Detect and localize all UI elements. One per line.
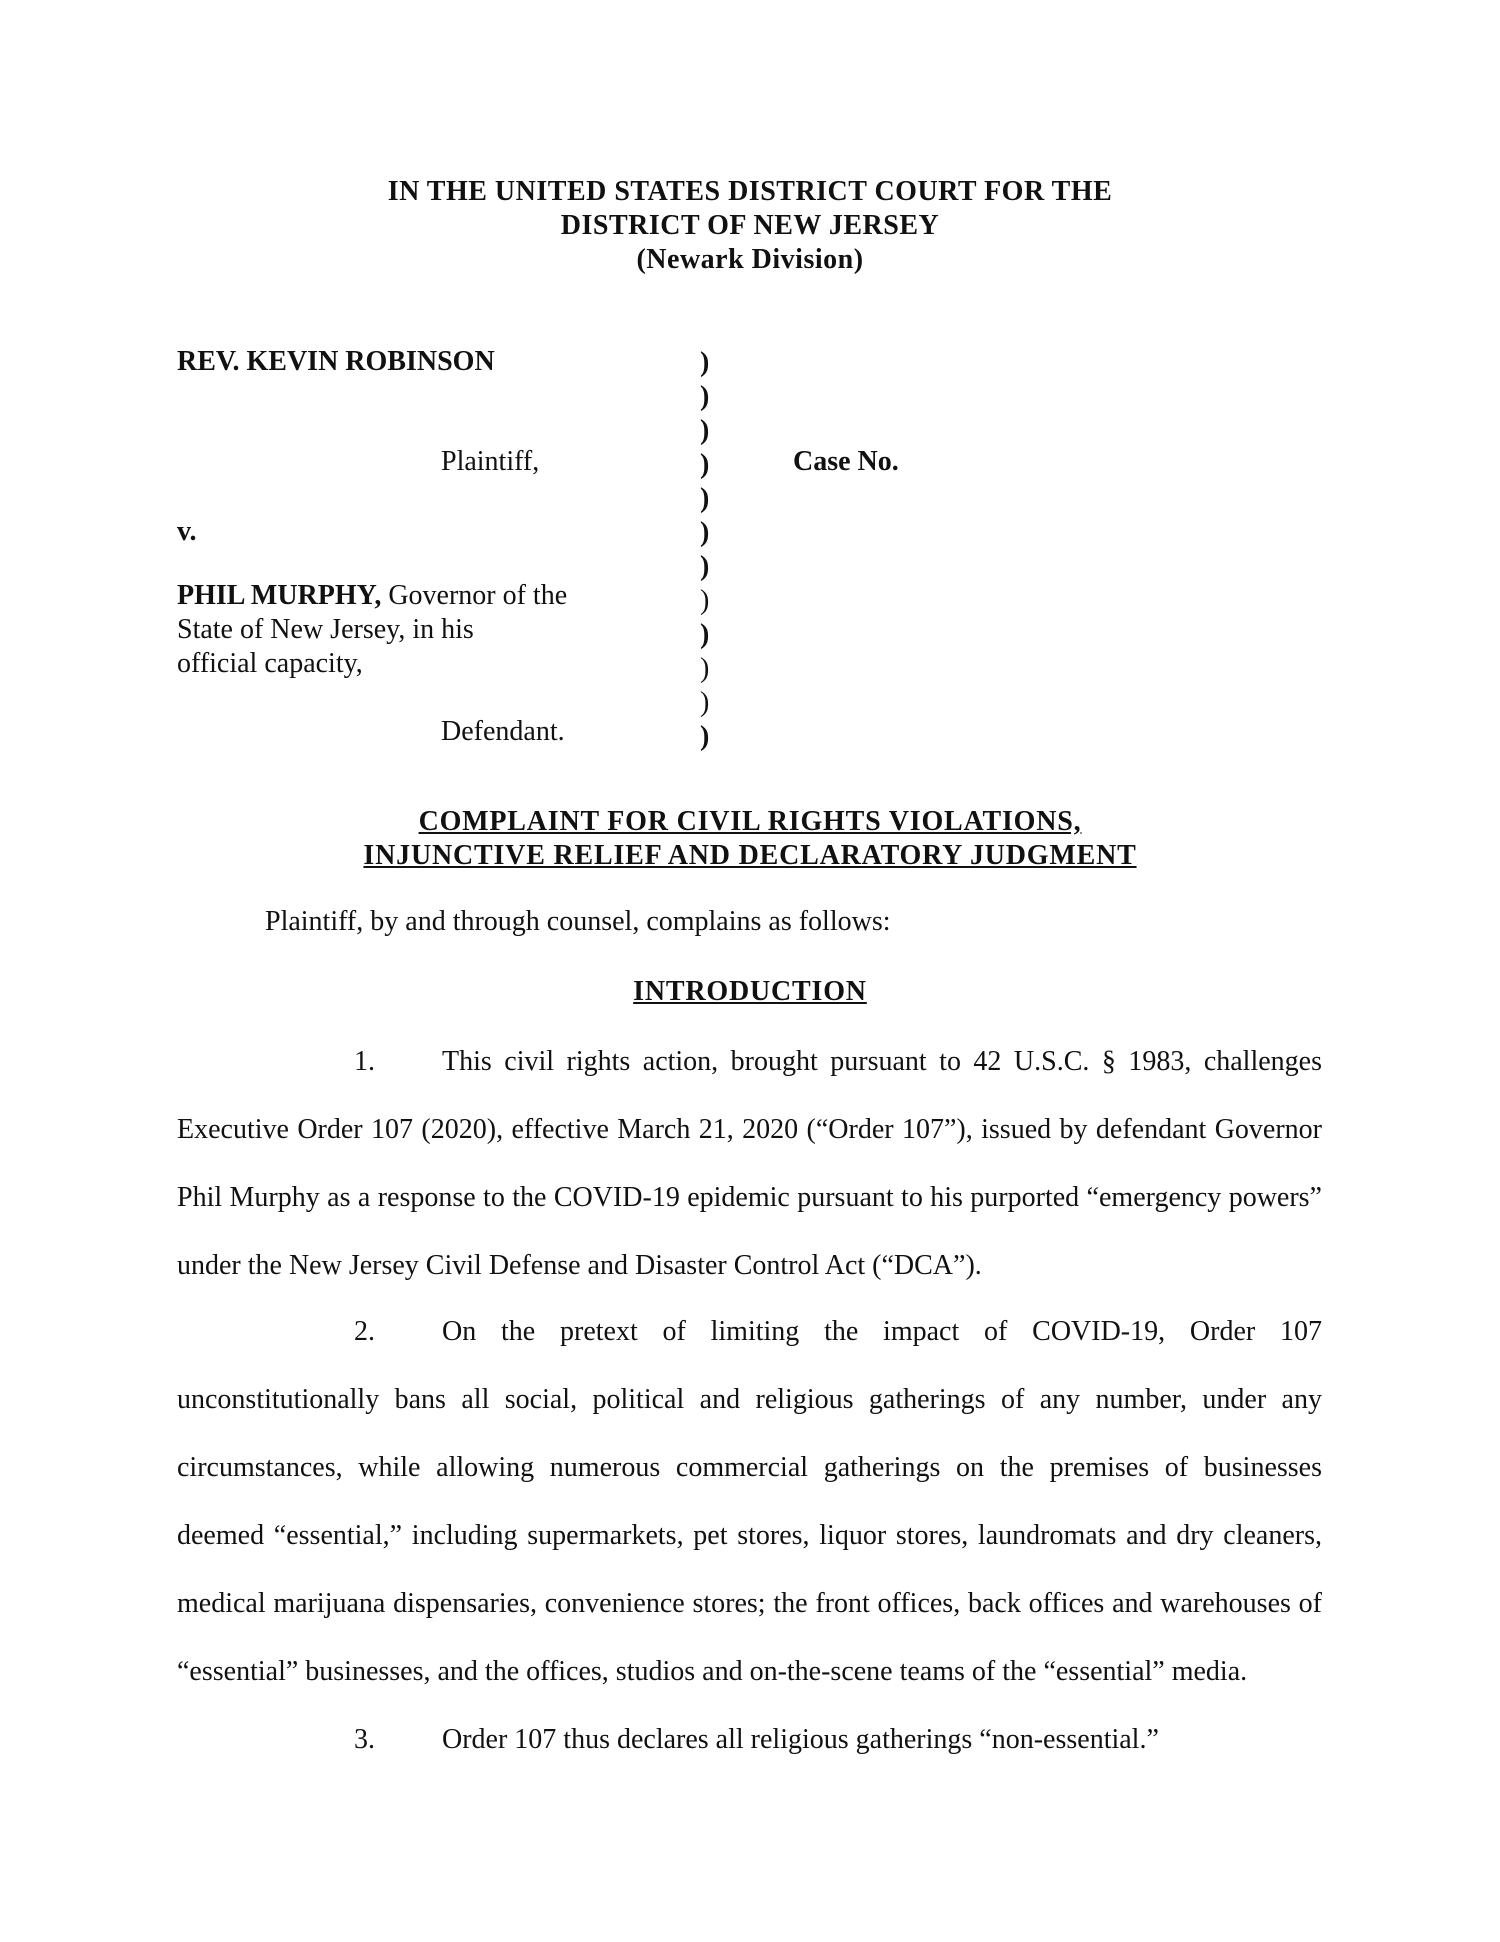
paren: ) <box>700 483 710 514</box>
section-heading: INTRODUCTION <box>633 976 867 1007</box>
court-heading-line-3: (Newark Division) <box>636 244 864 275</box>
plaintiff-role: Plaintiff, <box>441 446 540 477</box>
preamble: Plaintiff, by and through counsel, complains as follows: <box>265 906 891 937</box>
paren: ) <box>700 551 710 582</box>
paren: ) <box>700 687 710 718</box>
paren: ) <box>700 415 710 446</box>
defendant-name: PHIL MURPHY, <box>177 580 382 611</box>
paragraph-text: Order 107 thus declares all religious gatherings “non-essential.” <box>442 1724 1159 1755</box>
case-number-label: Case No. <box>793 446 899 477</box>
complaint-title-line-2: INJUNCTIVE RELIEF AND DECLARATORY JUDGMENT <box>363 840 1137 871</box>
paragraph-number: 3. <box>354 1724 375 1755</box>
paren: ) <box>700 721 710 752</box>
paragraph-text: On the pretext of limiting the impact of COVID-19, Order 107 unconstitutionally bans all social, political and religious gatherings of any number, under any circumstances, while allowing numerous commercial gatherings on the premises of businesses deemed “essential,” including supermarkets, pet stores, liquor stores, laundromats and dry cleaners, medical marijuana dispensaries, convenience stores; the front offices, back offices and warehouses of “essential” businesses, and the offices, studios and on-the-scene teams of the “essential” media. <box>177 1316 1322 1687</box>
defendant-line-2: State of New Jersey, in his <box>177 614 474 645</box>
defendant-line-1 <box>177 580 567 612</box>
plaintiff-name: REV. KEVIN ROBINSON <box>177 346 495 377</box>
court-heading-line-2: DISTRICT OF NEW JERSEY <box>560 210 940 241</box>
paren: ) <box>700 585 710 616</box>
paragraph-number: 2. <box>354 1316 375 1347</box>
defendant-line-3: official capacity, <box>177 648 363 679</box>
paragraph-2 <box>177 1298 1322 1706</box>
paragraph-number: 1. <box>354 1046 375 1077</box>
paren: ) <box>700 381 710 412</box>
complaint-title-line-1: COMPLAINT FOR CIVIL RIGHTS VIOLATIONS, <box>418 806 1082 837</box>
defendant-role: Defendant. <box>441 716 565 747</box>
paragraph-3 <box>177 1706 1322 1774</box>
paragraph-1 <box>177 1028 1322 1300</box>
paren: ) <box>700 653 710 684</box>
versus-label: v. <box>177 516 197 547</box>
paren: ) <box>700 449 710 480</box>
defendant-desc-1: Governor of the <box>381 580 568 611</box>
court-heading-line-1: IN THE UNITED STATES DISTRICT COURT FOR THE <box>387 176 1113 207</box>
paren: ) <box>700 517 710 548</box>
paren: ) <box>700 347 710 378</box>
caption-parentheses <box>700 346 730 754</box>
paren: ) <box>700 619 710 650</box>
paragraph-text: This civil rights action, brought pursuant to 42 U.S.C. § 1983, challenges Executive Order 107 (2020), effective March 21, 2020 (“Order 107”), issued by defendant Governor Phil Murphy as a response to the COVID-19 epidemic pursuant to his purported “emergency powers” under the New Jersey Civil Defense and Disaster Control Act (“DCA”). <box>177 1046 1322 1281</box>
